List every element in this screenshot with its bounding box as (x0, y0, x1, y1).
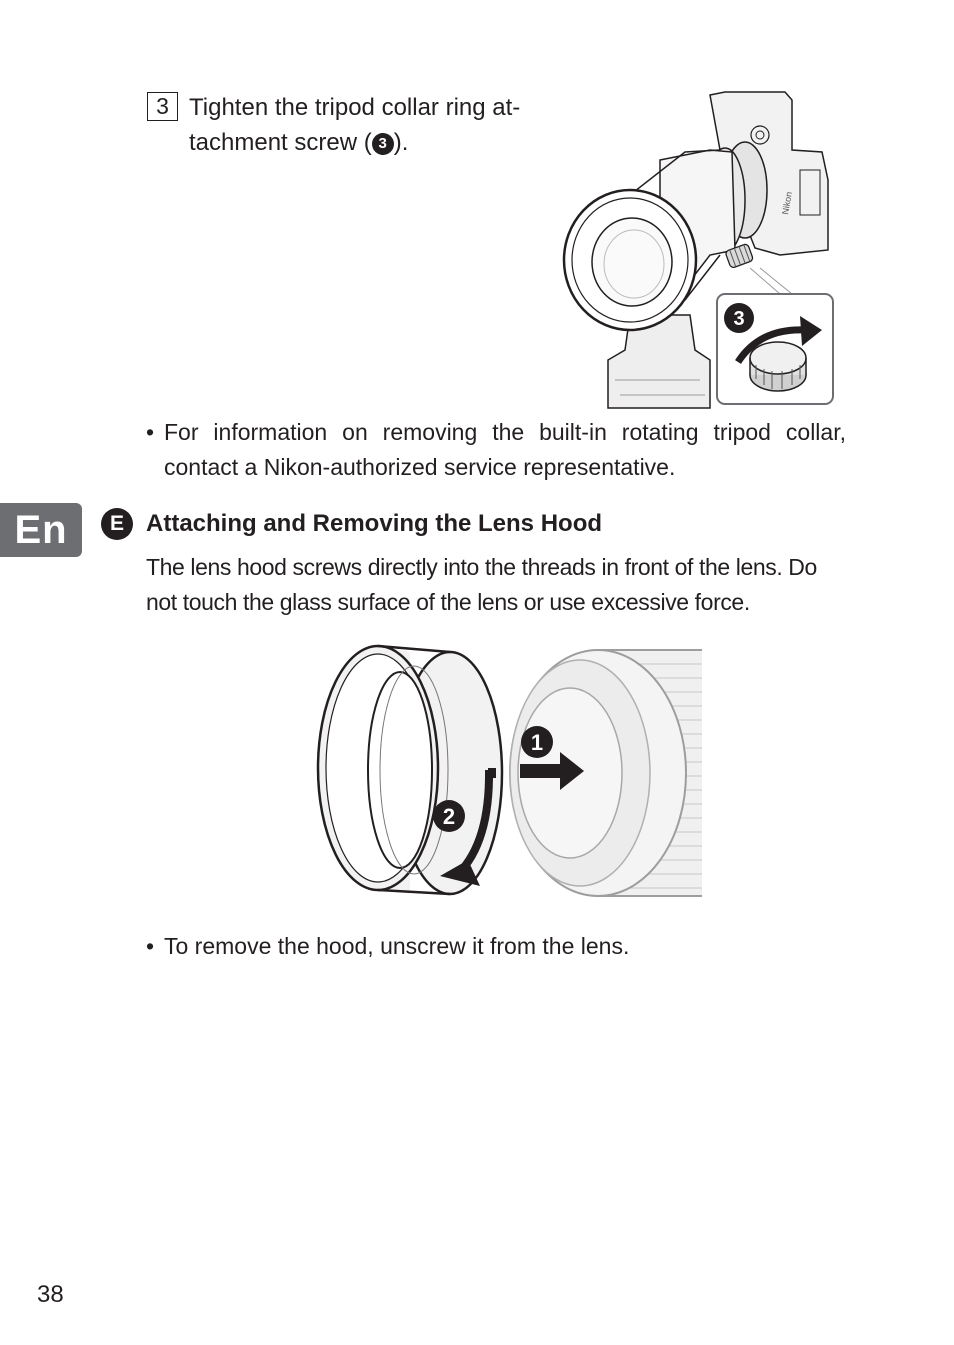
lens-hood-illustration (308, 642, 704, 898)
step-number: 3 (156, 93, 169, 119)
note-tripod-collar-text: For information on removing the built-in rotating tripod collar, contact a Nikon-authorized service representative. (164, 419, 846, 480)
bullet-dot: • (146, 419, 155, 445)
step-text-after: ). (393, 129, 409, 156)
bullet-dot: • (146, 933, 155, 959)
section-body: The lens hood screws directly into the threads in front of the lens. Do not touch the glass surface of the lens or use excessive force. (146, 554, 817, 615)
note-tripod-collar (146, 415, 846, 485)
step-instruction (189, 90, 559, 160)
illustration-callout-1: 1 (530, 730, 544, 755)
step-text-before: Tighten the tripod collar ring at-tachment screw ( (189, 94, 521, 156)
section-title: Attaching and Removing the Lens Hood (146, 510, 603, 537)
note-remove-hood (146, 929, 846, 964)
language-tab: En (0, 503, 82, 557)
illustration-callout-3: 3 (733, 308, 745, 330)
step-number-box (147, 92, 178, 121)
page-number: 38 (37, 1281, 64, 1308)
note-remove-hood-text: To remove the hood, unscrew it from the lens. (164, 933, 630, 959)
illustration-callout-2: 2 (442, 804, 456, 829)
tripod-collar-illustration (560, 90, 840, 410)
step-callout-badge: 3 (372, 133, 394, 155)
camera-brand-text: Nikon (780, 190, 794, 216)
section-letter-icon: E (101, 508, 133, 540)
